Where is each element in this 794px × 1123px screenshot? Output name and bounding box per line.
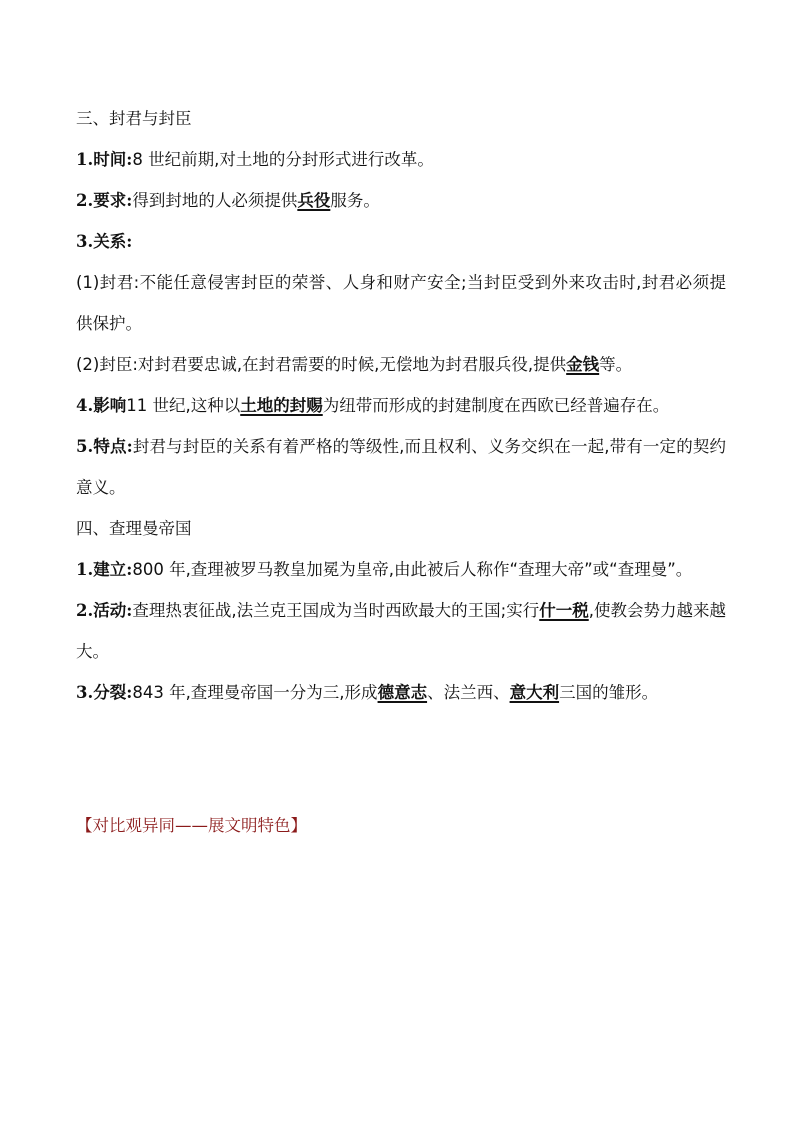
- answer-money: 金钱: [566, 355, 600, 374]
- answer-military-service: 兵役: [297, 191, 331, 210]
- text-vassal-post: 等。: [599, 355, 633, 374]
- point-feature: [76, 426, 726, 508]
- text-time: 8 世纪前期,对土地的分封形式进行改革。: [132, 150, 434, 169]
- text-influence-pre: 11 世纪,这种以: [126, 396, 241, 415]
- point-requirement: [76, 180, 726, 221]
- compare-heading-text: 【对比观异同——展文明特色】: [76, 816, 307, 835]
- text-influence-post: 为纽带而形成的封建制度在西欧已经普遍存在。: [322, 396, 670, 415]
- text-division-pre: 843 年,查理曼帝国一分为三,形成: [132, 683, 378, 702]
- label-influence: 4.影响: [76, 396, 127, 415]
- relationship-vassal: [76, 344, 726, 385]
- document-body: [76, 98, 726, 713]
- answer-land-grant: 土地的封赐: [240, 396, 323, 415]
- point-establishment: [76, 549, 726, 590]
- point-influence: [76, 385, 726, 426]
- text-lord-duties: (1)封君:不能任意侵害封臣的荣誉、人身和财产安全;当封臣受到外来攻击时,封君必须提供保护。: [76, 273, 726, 333]
- text-feature: 封君与封臣的关系有着严格的等级性,而且权利、义务交织在一起,带有一定的契约意义。: [76, 437, 726, 497]
- heading-text: 三、封君与封臣: [76, 109, 192, 128]
- heading-text: 四、查理曼帝国: [76, 519, 192, 538]
- text-activities-post: ,使教会势力越来越大。: [76, 601, 727, 661]
- text-establishment: 800 年,查理被罗马教皇加冕为皇帝,由此被后人称作“查理大帝”或“查理曼”。: [132, 560, 693, 579]
- compare-section-heading: [76, 809, 307, 843]
- point-relationship: [76, 221, 726, 262]
- label-feature: 5.特点:: [76, 437, 133, 456]
- section-heading-feudal-lords: [76, 98, 726, 139]
- text-division-mid: 、法兰西、: [427, 683, 510, 702]
- label-time: 1.时间:: [76, 150, 133, 169]
- text-requirement-pre: 得到封地的人必须提供: [132, 191, 298, 210]
- point-division: [76, 672, 726, 713]
- point-activities: [76, 590, 726, 672]
- label-relationship: 3.关系:: [76, 232, 133, 251]
- answer-germany: 德意志: [377, 683, 428, 702]
- label-division: 3.分裂:: [76, 683, 133, 702]
- label-establishment: 1.建立:: [76, 560, 133, 579]
- answer-tithe: 什一税: [539, 601, 589, 620]
- answer-italy: 意大利: [509, 683, 560, 702]
- point-time: [76, 139, 726, 180]
- text-activities-pre: 查理热衷征战,法兰克王国成为当时西欧最大的王国;实行: [132, 601, 540, 620]
- text-requirement-post: 服务。: [330, 191, 380, 210]
- text-division-post: 三国的雏形。: [559, 683, 659, 702]
- text-vassal-pre: (2)封臣:对封君要忠诚,在封君需要的时候,无偿地为封君服兵役,提供: [76, 355, 567, 374]
- label-requirement: 2.要求:: [76, 191, 133, 210]
- label-activities: 2.活动:: [76, 601, 133, 620]
- relationship-lord: [76, 262, 726, 344]
- section-heading-charlemagne: [76, 508, 726, 549]
